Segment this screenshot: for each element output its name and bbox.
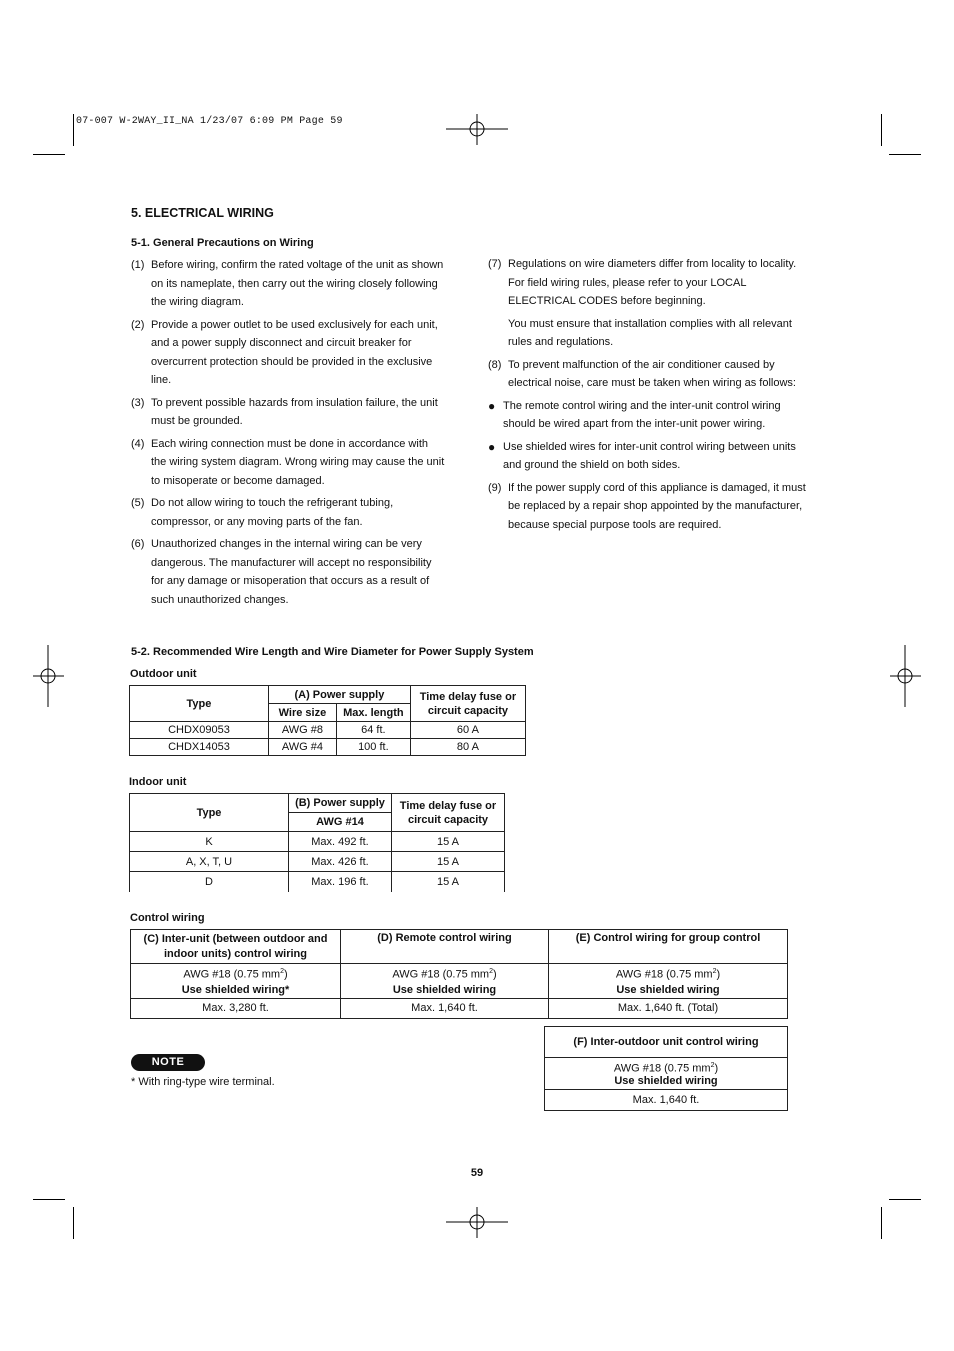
note-text: * With ring-type wire terminal. (131, 1076, 275, 1088)
table-row: D Max. 196 ft. 15 A (130, 872, 505, 892)
col-header-power-supply: (B) Power supply (289, 794, 392, 813)
list-item: (3) To prevent possible hazards from insulation failure, the unit must be grounded. (131, 396, 438, 427)
bullet-item: ● Use shielded wires for inter-unit control wiring between units and ground the shield on both sides. (488, 439, 796, 471)
col-header-wire-size: Wire size (268, 704, 336, 722)
bullet-item: ● The remote control wiring and the inter-unit control wiring should be wired apart from the inter-unit power wiring. (488, 398, 781, 430)
col-header-group-control: (E) Control wiring for group control (549, 930, 788, 964)
list-item: (8) To prevent malfunction of the air conditioner caused by electrical noise, care must be taken when wiring as follows: (488, 358, 796, 389)
list-item: (1) Before wiring, confirm the rated voltage of the unit as shown on its nameplate, then carry out the wiring closely following the wiring diagram. (131, 259, 444, 308)
outdoor-unit-label: Outdoor unit (130, 668, 197, 680)
subsection-title-wire-length: 5-2. Recommended Wire Length and Wire Diameter for Power Supply System (131, 646, 534, 658)
table-row: AWG #18 (0.75 $mm^2$) Use shielded wiring* AWG #18 (0.75 $mm^2$) Use shielded wiring AWG #18 (0.75 $mm^2$) Use shielded wiring (131, 964, 788, 999)
outdoor-unit-table (129, 685, 526, 756)
col-header-awg: AWG #14 (289, 813, 392, 832)
control-wiring-label: Control wiring (130, 912, 205, 924)
indoor-unit-label: Indoor unit (129, 776, 187, 788)
subsection-title-precautions: 5-1. General Precautions on Wiring (131, 237, 314, 249)
list-item: (9) If the power supply cord of this appliance is damaged, it must be replaced by a repair shop appointed by the manufacturer, because special purpose tools are required. (488, 481, 806, 531)
table-row: Max. 3,280 ft. Max. 1,640 ft. Max. 1,640 ft. (Total) (131, 998, 788, 1018)
col-header-fuse: Time delay fuse or circuit capacity (410, 686, 525, 722)
col-header-fuse: Time delay fuse or circuit capacity (392, 794, 505, 832)
table-row: Max. 1,640 ft. (545, 1090, 788, 1111)
note-badge: NOTE (131, 1054, 205, 1071)
section-title: 5. ELECTRICAL WIRING (131, 206, 274, 220)
bullet-icon: ● (488, 439, 496, 454)
list-item: (4) Each wiring connection must be done in accordance with the wiring system diagram. Wrong wiring may cause the unit to misoperate or become damaged. (131, 437, 445, 487)
col-header-inter-outdoor: (F) Inter-outdoor unit control wiring (545, 1027, 788, 1058)
table-row: A, X, T, U Max. 426 ft. 15 A (130, 852, 505, 872)
col-header-power-supply: (A) Power supply (268, 686, 410, 704)
table-row: K Max. 492 ft. 15 A (130, 832, 505, 852)
col-header-remote-control: (D) Remote control wiring (341, 930, 549, 964)
page-number: 59 (470, 1167, 484, 1179)
list-item: (5) Do not allow wiring to touch the refrigerant tubing, compressor, or any moving parts of the fan. (131, 497, 394, 528)
list-item: (2) Provide a power outlet to be used exclusively for each unit, and a power supply disconnect and circuit breaker for overcurrent protection should be provided in the exclusive line. (131, 318, 438, 386)
list-item: (6) Unauthorized changes in the internal wiring can be very dangerous. The manufacturer will accept no responsibility for any damage or misoperation that occurs as a result of such unauthorized changes. (131, 538, 432, 606)
col-header-inter-unit: (C) Inter-unit (between outdoor and indoor units) control wiring (131, 930, 341, 964)
inter-outdoor-control-table (544, 1026, 788, 1111)
precautions-right-column (488, 255, 808, 538)
table-row: AWG #18 (0.75 $mm^2$) Use shielded wiring (545, 1058, 788, 1090)
print-slug: 07-007 W-2WAY_II_NA 1/23/07 6:09 PM Page 59 (76, 116, 343, 127)
control-wiring-table (130, 929, 788, 1019)
table-row: CHDX14053 AWG #4 100 ft. 80 A (130, 739, 526, 756)
list-item-continuation: You must ensure that installation complies with all relevant rules and regulations. (508, 317, 792, 348)
col-header-type: Type (130, 686, 269, 722)
precautions-left-column (131, 256, 446, 613)
indoor-unit-table (129, 793, 505, 892)
table-row: CHDX09053 AWG #8 64 ft. 60 A (130, 722, 526, 739)
bullet-icon: ● (488, 398, 496, 413)
list-item: (7) Regulations on wire diameters differ from locality to locality. For field wiring rules, please refer to your LOCAL ELECTRICAL CODES before beginning. (488, 258, 797, 307)
col-header-type: Type (130, 794, 289, 832)
col-header-max-length: Max. length (336, 704, 410, 722)
